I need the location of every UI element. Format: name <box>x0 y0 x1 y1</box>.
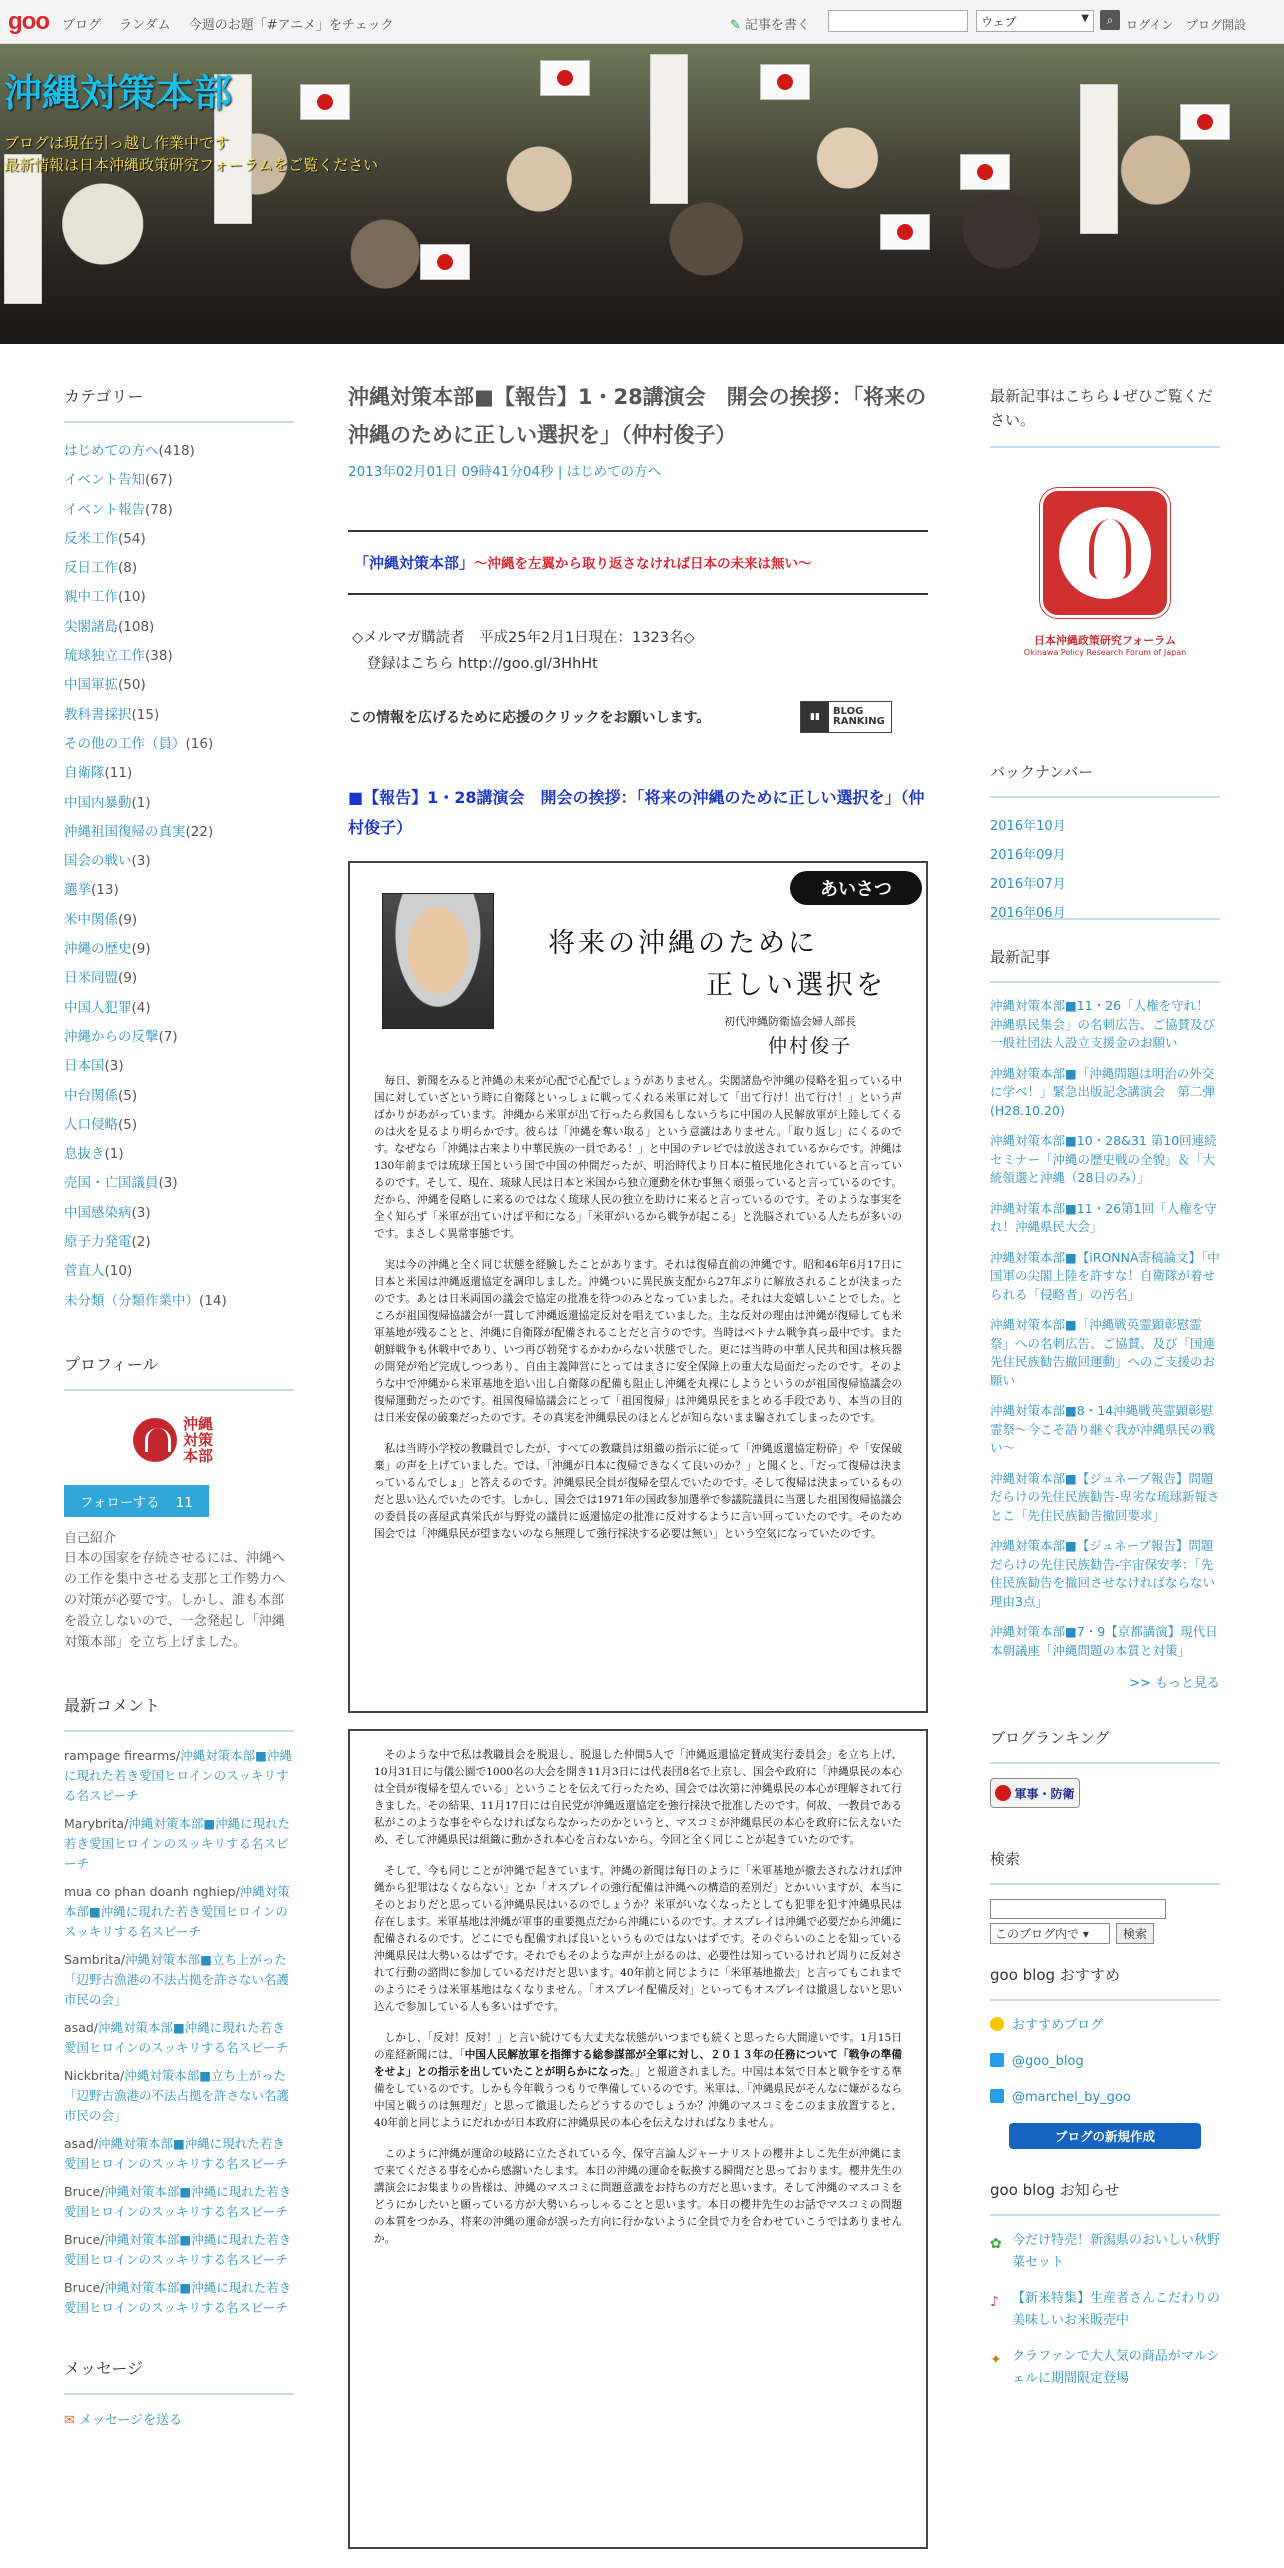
category-link[interactable]: 中国人犯罪 <box>64 999 132 1016</box>
blog-description-line: ブログは現在引っ越し作業中です <box>4 134 230 152</box>
notice-item[interactable] <box>990 2230 1220 2274</box>
comment-item <box>64 1882 294 1942</box>
category-count: (4) <box>131 999 151 1016</box>
follow-button[interactable] <box>64 1485 209 1517</box>
category-list <box>64 437 294 1316</box>
category-count: (11) <box>104 765 133 782</box>
category-item[interactable] <box>64 994 294 1023</box>
category-link[interactable]: 中国軍拡 <box>64 677 118 694</box>
forum-logo-inner <box>1059 507 1151 599</box>
comment-list <box>64 1746 294 2318</box>
profile-logo <box>131 1405 227 1475</box>
speech-body <box>374 1073 902 1557</box>
category-count: (9) <box>118 970 138 987</box>
flag-image <box>420 244 470 280</box>
category-count: (8) <box>118 560 138 577</box>
comment-author: asad/ <box>64 2135 98 2151</box>
category-link[interactable]: 息抜き <box>64 1146 105 1163</box>
category-link[interactable]: 中国感染病 <box>64 1204 132 1221</box>
category-link[interactable]: 反日工作 <box>64 560 118 577</box>
category-count: (10) <box>118 589 146 606</box>
category-item[interactable] <box>64 1082 294 1111</box>
category-count: (54) <box>118 530 146 547</box>
category-count: (9) <box>118 911 138 928</box>
comment-item <box>64 2066 294 2126</box>
write-article-label: 記事を書く <box>744 18 810 33</box>
notice-label: 【新米特集】生産者さんこだわりの美味しいお米販売中 <box>1012 2291 1221 2328</box>
recent-posts-heading: 最新記事 <box>990 946 1220 983</box>
comment-post-link[interactable]: 沖縄対策本部■沖縄に現れた若き愛国ヒロインのスッキリする名スピーチ <box>64 2231 292 2267</box>
recent-post-link[interactable]: 沖縄対策本部■【iRONNA寄稿論文】「中国軍の尖閣上陸を許すな！自衛隊が着せられる「侵略者」の汚名」 <box>990 1249 1220 1302</box>
category-link[interactable]: 中国内暴動 <box>64 794 132 811</box>
backnumber-list[interactable] <box>990 812 1220 920</box>
category-link[interactable]: イベント報告 <box>64 501 145 518</box>
comment-item <box>64 2278 294 2318</box>
recent-post-link[interactable]: 沖縄対策本部■7・9【京都講演】現代日本朝議座「沖縄問題の本質と対策」 <box>990 1624 1218 1658</box>
comment-author: rampage firearms/ <box>64 1747 181 1763</box>
speaker-name: 仲村俊子 <box>768 1035 853 1057</box>
recent-post-link[interactable]: 沖縄対策本部■【ジュネーブ報告】問題だらけの先住民族勧告-宇宙保安孝：「先住民族勧告を撤回させなければならない理由3点」 <box>990 1538 1216 1609</box>
ranking-icon: ▮▮ <box>801 702 829 732</box>
chevron-down-icon: ▼ <box>1081 13 1089 24</box>
speech-emphasis: 中国人民解放軍を指揮する総参謀部が全軍に対し、２０１３年の任務について「戦争の準備をせよ」との指示を出していたことが明らかになった <box>374 2049 902 2078</box>
write-article-link[interactable] <box>730 14 810 33</box>
category-link[interactable]: 中台関係 <box>64 1087 118 1104</box>
category-count: (2) <box>131 1234 151 1251</box>
main-article <box>348 378 928 2549</box>
forum-logo-caption-en: Okinawa Policy Research Forum of Japan <box>1023 648 1187 657</box>
post-title[interactable]: 沖縄対策本部■【報告】1・28講演会 開会の挨拶：「将来の沖縄のために正しい選択を」（仲村俊子） <box>348 385 927 447</box>
ranking-cta <box>348 701 928 733</box>
speaker-photo <box>382 893 494 1029</box>
chevron-down-icon: ▾ <box>1082 1927 1089 1941</box>
send-message-link[interactable] <box>64 2409 294 2428</box>
category-item[interactable] <box>64 759 294 788</box>
search-scope-select[interactable] <box>976 10 1094 32</box>
osusume-label: @goo_blog <box>1012 2054 1084 2069</box>
ranking-badge-link[interactable] <box>990 1778 1080 1808</box>
category-link[interactable]: 沖縄の歴史 <box>64 941 132 958</box>
comment-post-link[interactable]: 沖縄対策本部■沖縄に現れた若き愛国ヒロインのスッキリする名スピーチ <box>64 1747 292 1803</box>
comment-item <box>64 1746 294 1806</box>
comment-author: asad/ <box>64 2019 98 2035</box>
comment-item <box>64 2018 294 2058</box>
ranking-badge-text <box>829 707 885 727</box>
category-link[interactable]: はじめての方へ <box>64 443 159 459</box>
category-link[interactable]: 教科書採択 <box>64 706 132 723</box>
mailmag-signup-link[interactable]: 登録はこちら http://goo.gl/3HhHt <box>352 656 598 672</box>
comment-item <box>64 1950 294 2010</box>
notice-list <box>990 2230 1220 2390</box>
intro-text: 日本の国家を存続させるには、沖縄への工作を集中させる支那と工作勢力への対策が必要です。しかし、誰も本部を設立しないので、一念発起し「沖縄対策本部」を立ち上げました。 <box>64 1550 286 1650</box>
promo-slogan: ～沖縄を左翼から取り返さなければ日本の未来は無い～ <box>474 556 812 572</box>
speech-heading-line1: 将来の沖縄のために <box>548 928 818 959</box>
lightbulb-icon <box>990 2017 1004 2031</box>
send-message-label: メッセージを送る <box>78 2412 183 2428</box>
osusume-label: おすすめブログ <box>1012 2018 1104 2033</box>
message-heading: メッセージ <box>64 2356 294 2395</box>
intro-label: 自己紹介 <box>64 1530 117 1546</box>
speech-paragraph: このように沖縄が運命の岐路に立たされている今、保守言論人ジャーナリストの櫻井よしこ先生が沖縄にまで来てくださる事を心から感謝いたします。本日の沖縄の運命を転換する瞬間だと思っております。櫻井先生の講演会にお集まりの皆様は、沖縄のマスコミに問題意識をお持ちの方だと思います。そして沖縄のマスコミをどうにかしたいと願っている方が大勢いらっしゃることと思います。本日の櫻井先生のお話でマスコミの問題の本質をつかみ、将来の沖縄の運命が誤った方向に行かないように全員で力を合わせていこうではありませんか。 <box>374 2148 902 2245</box>
global-search-input[interactable] <box>828 10 968 32</box>
flag-image <box>540 60 590 96</box>
speech-paragraph: そして、今も同じことが沖縄で起きています。沖縄の新聞は毎日のように「米軍基地が撤去されなければ沖縄から犯罪はなくならない」とか「オスプレイの強行配備は沖縄への構造的差別だ」とかいいますが、本当にそのとおりだと思っている沖縄県民はいるのでしょうか？米軍がいなくなったとしても犯罪を犯す沖縄県民は存在します。米軍基地は沖縄が軍事的重要拠点だから沖縄にいるのです。オスプレイは沖縄で必要だから沖縄に配備されるのです。どこにでも配備すれば良いというものではないはずです。そのぐらいのことを知っている沖縄県民は大勢いるはずです。それでもそのような声が上がるのは、必要性は知っているけれど周りに反対されて行動の諮問に参加しているだけだと思います。40年前と同じように「米軍基地撤去」と言ってもこれまでのようにそうは米軍基地はなくなりません。「オスプレイ配備反対」といってもオスプレイは撤退しないと思い込んで参加している人も多いはずです。 <box>374 1865 902 2013</box>
category-item[interactable] <box>64 1257 294 1286</box>
blog-description <box>4 132 404 176</box>
recent-post-link[interactable]: 沖縄対策本部■8・14沖縄戦英霊顕彰慰霊祭～今こそ語り継ぐ我が沖縄県民の戦い～ <box>990 1403 1216 1455</box>
category-item[interactable] <box>64 935 294 964</box>
clover-icon: ✿ <box>990 2236 1002 2252</box>
search-icon[interactable]: ⌕ <box>1100 10 1120 30</box>
comment-author: mua co phan doanh nghiep/ <box>64 1883 240 1899</box>
comment-post-link[interactable]: 沖縄対策本部■立ち上がった「辺野古漁港の不法占拠を許さない名護市民の会」 <box>64 1951 290 2007</box>
category-item[interactable] <box>64 1140 294 1169</box>
login-link[interactable]: ログイン <box>1126 18 1174 32</box>
category-count: (13) <box>91 882 119 899</box>
speech-heading-line2: 正しい選択を <box>706 970 886 1001</box>
blog-search-scope-value: このブログ内で <box>995 1927 1080 1941</box>
blog-title[interactable]: 沖縄対策本部 <box>4 71 233 115</box>
profile-logo-mark <box>133 1418 177 1462</box>
category-count: (3) <box>131 1204 151 1221</box>
music-note-icon: ♪ <box>990 2294 999 2310</box>
comment-author: Bruce/ <box>64 2279 105 2295</box>
recent-posts-list <box>990 997 1220 1660</box>
blog-ranking-badge[interactable] <box>800 701 892 733</box>
speech-paragraph: 私は当時小学校の教職員でしたが、すべての教職員は組織の指示に従って「沖縄返還協定粉砕」や「安保破棄」の声を上げていました。では、「沖縄が日本に復帰できなくて良いのか？」と聞くと、「だって復帰は決まっているんでしょ」と答えるのです。沖縄県民全員が復帰を望んでいたのです。そして復帰は決まっているものだと思い込んでいたのです。しかし、国会では1971年の国政参加選挙で参議院議員に当選した祖国復帰協議会の委員長の喜屋武真栄氏が与野党の議員に返還協定の批准に反対するように言い回っていたのです。そのため国会では「沖縄県民が望まないのなら無理して強行採決する必要は無い」という空気になっていたのです。 <box>374 1443 902 1540</box>
ranking-cta-text: この情報を広げるために応援のクリックをお願いします。 <box>348 710 711 726</box>
blog-description-line: 最新情報は日本沖縄政策研究フォーラムをご覧ください <box>4 156 379 174</box>
category-count: (9) <box>131 941 151 958</box>
ranking-badge-top: BLOG <box>833 706 864 717</box>
comment-item <box>64 1814 294 1874</box>
category-count: (5) <box>118 1087 138 1104</box>
twitter-icon <box>990 2053 1004 2067</box>
category-item[interactable] <box>64 876 294 905</box>
topbar-links <box>62 14 408 33</box>
categories-heading: カテゴリー <box>64 384 294 423</box>
category-link[interactable]: その他の工作（員） <box>64 735 186 752</box>
category-link[interactable]: 原子力発電 <box>64 1234 132 1251</box>
category-item[interactable] <box>64 1111 294 1140</box>
category-item[interactable] <box>64 964 294 993</box>
search-heading: 検索 <box>990 1848 1220 1885</box>
category-item[interactable] <box>64 583 294 612</box>
post-category-link[interactable]: はじめての方へ <box>566 464 662 480</box>
category-item[interactable] <box>64 1169 294 1198</box>
category-item[interactable] <box>64 906 294 935</box>
category-item[interactable] <box>64 1287 294 1316</box>
category-count: (5) <box>118 1116 138 1133</box>
notice-heading: goo blog お知らせ <box>990 2179 1220 2216</box>
notice-item[interactable] <box>990 2346 1220 2390</box>
ranking-dot-icon <box>995 1785 1011 1801</box>
category-count: (38) <box>145 648 173 665</box>
speech-document-page-1 <box>348 861 928 1713</box>
category-count: (10) <box>104 1263 133 1280</box>
category-link[interactable]: 日本国 <box>64 1058 105 1075</box>
category-count: (3) <box>158 1175 178 1192</box>
promo-line <box>348 552 928 573</box>
recent-post-link[interactable]: 沖縄対策本部■「沖縄戦英霊顕彰慰霊祭」への名刺広告、ご協賛、及び「国連先住民族勧告撤回運動」へのご支援のお願い <box>990 1317 1216 1388</box>
category-link[interactable]: 選挙 <box>64 882 91 899</box>
divider <box>348 593 928 595</box>
section-title: ■【報告】1・28講演会 開会の挨拶：「将来の沖縄のために正しい選択を」（仲村俊子） <box>348 788 925 837</box>
comment-author: Nickbrita/ <box>64 2067 125 2083</box>
forum-logo-icon <box>1040 488 1170 618</box>
protest-sign <box>650 54 688 204</box>
category-count: (50) <box>118 677 146 694</box>
blog-search-button[interactable]: 検索 <box>1116 1923 1154 1944</box>
divider <box>348 530 928 532</box>
ranking-heading: ブログランキング <box>990 1727 1220 1764</box>
category-link[interactable]: 琉球独立工作 <box>64 648 145 665</box>
latest-notice-heading: 最新記事はこちら↓ぜひご覧ください。 <box>990 384 1220 448</box>
speech-body <box>374 1747 902 2248</box>
ranking-badge-label: 軍事・防衛 <box>1014 1786 1075 1801</box>
topbar-link-random[interactable]: ランダム <box>119 18 171 33</box>
search-scope-value: ウェブ <box>981 15 1017 29</box>
envelope-icon: ✉ <box>64 2412 75 2428</box>
recent-post-link[interactable]: 沖縄対策本部■11・26第1回「人権を守れ！沖縄県民大会」 <box>990 1200 1217 1234</box>
comment-post-link[interactable]: 沖縄対策本部■立ち上がった「辺野古漁港の不法占拠を許さない名護市民の会」 <box>64 2067 290 2123</box>
recent-post-link[interactable]: 沖縄対策本部■【ジュネーブ報告】問題だらけの先住民族勧告-卑劣な琉球新報さとこ「先住民族勧告撤回要求」 <box>990 1470 1220 1523</box>
comment-item <box>64 2134 294 2174</box>
category-item[interactable] <box>64 466 294 495</box>
category-link[interactable]: イベント告知 <box>64 472 145 489</box>
category-link[interactable]: 反米工作 <box>64 530 118 547</box>
category-link[interactable]: 人口侵略 <box>64 1116 118 1133</box>
flag-image <box>760 64 810 100</box>
global-topbar <box>0 0 1284 44</box>
backnumber-item[interactable]: 2016年10月 <box>990 819 1066 834</box>
notice-item[interactable] <box>990 2288 1220 2332</box>
profile-heading: プロフィール <box>64 1352 294 1391</box>
blog-header-banner <box>0 44 1284 344</box>
protest-sign <box>4 154 42 304</box>
protest-sign <box>1080 84 1118 234</box>
category-link[interactable]: 尖閣諸島 <box>64 618 118 635</box>
comments-heading: 最新コメント <box>64 1693 294 1732</box>
blog-search-input[interactable] <box>990 1899 1166 1919</box>
more-posts-link[interactable]: >> もっと見る <box>1129 1676 1220 1691</box>
comment-post-link[interactable]: 沖縄対策本部■沖縄に現れた若き愛国ヒロインのスッキリする名スピーチ <box>64 2183 292 2219</box>
speech-paragraph: 実は今の沖縄と全く同じ状態を経験したことがあります。それは復帰直前の沖縄です。昭和46年6月17日に日本と米国は沖縄返還協定を調印しました。沖縄ついに異民族支配から27年ぶりに解放されることが決まったのです。あとは日米両国の議会で協定の批准を待つのみとなっていました。それは大変嬉しいことでした。ところが祖国復帰協議会が一貫して沖縄返還協定反対を唱えていました。主な反対の理由は沖縄が復帰しても米軍基地が残ることと、沖縄に自衛隊が配備されることだと言うのです。当時はベトナム戦争真っ最中です。また朝鮮戦争も休戦中であり、いつ再び勃発するかわからない状態でした。更には当時の中華人民共和国は核兵器の開発が殆ど完成しつつあり、自由主義陣営にとってはまさに安全保障上の重大な局面だったのです。そのような中で沖縄から米軍基地を追い出し自衛隊の配備も阻止し沖縄を丸裸にしようというのが祖国復帰協議会の復帰運動だったのです。祖国復帰協議会にとって「祖国復帰」は沖縄県民をまとめる手段であり、本当の目的は日米安保の破棄だったのです。その真実を沖縄県民のほとんどが知らないまま騙されてしまったのです。 <box>374 1259 902 1424</box>
category-item[interactable] <box>64 1052 294 1081</box>
speech-paragraph: 毎日、新聞をみると沖縄の未来が心配で心配でしょうがありません。尖閣諸島や沖縄の侵略を狙っている中国に対していざという時に自衛隊といっしょに戦ってくれる米軍に対して「出て行け！出て行け！」という声ばかりがあがっています。沖縄から米軍が出て行ったら救国もしないうちに中国の人民解放軍が上陸してくるのは火を見るより明らかです。彼らは「沖縄を奪い取る」という意識はありません。「取り返し」にくるのです。なぜなら「沖縄は古来より中華民族の一員である！」と中国のテレビでは放送されているからです。沖縄は130年前までは琉球王国という国で中国の仲間だったが、明治時代より日本に植民地化されていると言っているのです。そして、現在、琉球人民は日本と米国から独立運動を休む事無く頑張っていると言っているのです。だから、沖縄を侵略しに来るのではなく琉球人民の独立を助けに来ると言っているのです。そのような事実を全く知らず「米軍が出ていけば平和になる」「米軍がいるから戦争が起こる」と洗脳されている人たちが多いのです。まさしく異常事態です。 <box>374 1075 902 1240</box>
osusume-item[interactable] <box>990 2051 1220 2073</box>
comment-post-link[interactable]: 沖縄対策本部■沖縄に現れた若き愛国ヒロインのスッキリする名スピーチ <box>64 1815 291 1871</box>
mailmag-count: ◇メルマガ購読者 平成25年2月1日現在：1323名◇ <box>352 630 695 646</box>
category-count: (1) <box>104 1146 124 1163</box>
comment-post-link[interactable]: 沖縄対策本部■沖縄に現れた若き愛国ヒロインのスッキリする名スピーチ <box>64 2135 289 2171</box>
category-item[interactable] <box>64 1199 294 1228</box>
category-count: (418) <box>158 443 195 459</box>
comment-author: Bruce/ <box>64 2183 105 2199</box>
category-link[interactable]: 売国・亡国議員 <box>64 1175 159 1192</box>
category-count: (3) <box>104 1058 124 1075</box>
category-item[interactable] <box>64 554 294 583</box>
right-sidebar <box>990 384 1220 2404</box>
post-meta-separator: | <box>553 464 567 480</box>
category-item[interactable] <box>64 642 294 671</box>
forum-logo-caption: 日本沖縄政策研究フォーラム <box>1033 634 1177 647</box>
promo-name: 「沖縄対策本部」 <box>354 554 475 572</box>
category-item[interactable] <box>64 613 294 642</box>
category-item[interactable] <box>64 701 294 730</box>
topbar-link-blog[interactable]: ブログ <box>62 18 102 33</box>
recent-post-link[interactable]: 沖縄対策本部■11・26「人権を守れ！沖縄県民集会」の名刺広告、ご協賛及び一般社団法人設立支援金のお願い <box>990 998 1216 1050</box>
gift-icon: ✦ <box>990 2352 1002 2368</box>
category-count: (15) <box>131 706 160 723</box>
follow-count: 11 <box>175 1494 193 1511</box>
ranking-badge-bottom: RANKING <box>833 716 885 727</box>
mailmag-info <box>348 625 928 677</box>
category-link[interactable]: 米中関係 <box>64 911 118 928</box>
comment-author: Marybrita/ <box>64 1815 129 1831</box>
notice-label: 今だけ特売！新潟県のおいしい秋野菜セット <box>1012 2233 1221 2270</box>
category-count: (3) <box>131 853 151 870</box>
category-link[interactable]: 国会の戦い <box>64 853 132 870</box>
forum-logo-link[interactable] <box>1015 488 1195 657</box>
category-item[interactable] <box>64 437 294 466</box>
backnumber-item[interactable]: 2016年06月 <box>990 906 1066 920</box>
speech-paragraph <box>374 2030 902 2132</box>
notice-label: クラファンで大人気の商品がマルシェルに期間限定登場 <box>1012 2349 1220 2386</box>
category-item[interactable] <box>64 1023 294 1052</box>
category-link[interactable]: 親中工作 <box>64 589 118 606</box>
blog-search-scope[interactable] <box>990 1923 1110 1944</box>
comment-author: Sambrita/ <box>64 1951 126 1967</box>
category-link[interactable]: 菅直人 <box>64 1263 105 1280</box>
category-item[interactable] <box>64 847 294 876</box>
comment-author: Bruce/ <box>64 2231 105 2247</box>
backnumber-heading: バックナンバー <box>990 761 1220 798</box>
osusume-item[interactable] <box>990 2015 1220 2037</box>
flag-image <box>300 84 350 120</box>
osusume-item[interactable] <box>990 2087 1220 2109</box>
category-count: (108) <box>118 618 155 635</box>
left-sidebar <box>64 384 294 2428</box>
comment-post-link[interactable]: 沖縄対策本部■沖縄に現れた若き愛国ヒロインのスッキリする名スピーチ <box>64 2019 289 2055</box>
flag-image <box>880 214 930 250</box>
category-item[interactable] <box>64 789 294 818</box>
category-link[interactable]: 未分類（分類作業中） <box>64 1292 199 1309</box>
category-link[interactable]: 沖縄からの反撃 <box>64 1028 159 1045</box>
category-count: (14) <box>199 1292 227 1309</box>
comment-item <box>64 2230 294 2270</box>
category-item[interactable] <box>64 1228 294 1257</box>
category-link[interactable]: 日米同盟 <box>64 970 118 987</box>
post-date[interactable]: 2013年02月01日 09時41分04秒 <box>348 464 554 480</box>
category-item[interactable] <box>64 525 294 554</box>
osusume-heading: goo blog おすすめ <box>990 1964 1220 2001</box>
flag-image <box>960 154 1010 190</box>
pen-icon: ✎ <box>730 18 741 33</box>
category-count: (78) <box>145 501 173 518</box>
speaker-role: 初代沖縄防衛協会婦人部長 <box>724 1015 856 1028</box>
goo-logo[interactable]: goo <box>8 8 49 35</box>
open-blog-link[interactable]: ブログ開設 <box>1186 18 1247 32</box>
blog-search-controls <box>990 1923 1220 1944</box>
post-meta <box>348 460 928 480</box>
backnumber-item[interactable]: 2016年07月 <box>990 877 1066 892</box>
profile-logo-text: 沖縄対策本部 <box>183 1414 214 1465</box>
comment-post-link[interactable]: 沖縄対策本部■沖縄に現れた若き愛国ヒロインのスッキリする名スピーチ <box>64 1883 290 1939</box>
category-item[interactable] <box>64 730 294 759</box>
comment-item <box>64 2182 294 2222</box>
speech-text: 。」と報道されました。中国は本気で日本と戦争をする準備をしているのです。しかも今年戦うつもりで準備しているのです。米軍は、「沖縄県民がそんなに嫌がるなら中国と戦うのは無理だ」と思って撤退したらどうするのでしょうか？沖縄のマスコミをこのまま放置すると、40年前と同じようにだれかが日本政府に沖縄県民の本心を伝えなければなりません。 <box>374 2066 902 2129</box>
category-count: (67) <box>145 472 173 489</box>
speech-document-page-2 <box>348 1729 928 2549</box>
category-item[interactable] <box>64 818 294 847</box>
category-item[interactable] <box>64 496 294 525</box>
category-count: (22) <box>185 823 214 840</box>
osusume-list <box>990 2015 1220 2109</box>
category-link[interactable]: 自衛隊 <box>64 765 105 782</box>
flag-image <box>1180 104 1230 140</box>
new-blog-button[interactable]: ブログの新規作成 <box>1009 2123 1201 2149</box>
osusume-label: @marchel_by_goo <box>1012 2090 1131 2105</box>
category-count: (7) <box>158 1028 178 1045</box>
category-item[interactable] <box>64 671 294 700</box>
topbar-link-topic[interactable]: 今週のお題「#アニメ」をチェック <box>188 18 394 33</box>
category-count: (1) <box>131 794 151 811</box>
category-link[interactable]: 沖縄祖国復帰の真実 <box>64 823 186 840</box>
recent-post-link[interactable]: 沖縄対策本部■10・28&31 第10回連続セミナー「沖縄の歴史戦の全貌」＆「大統領選と沖縄（28日のみ）」 <box>990 1133 1217 1185</box>
speech-text: しかし、「反対！反対！」と言い続けても大丈夫な状態がいつまでも続くと思ったら大間違いです。1月15日の産経新聞には、「 <box>374 2032 902 2061</box>
twitter-icon <box>990 2089 1004 2103</box>
speech-paragraph: そのような中で私は教職員会を脱退し、脱退した仲間5人で「沖縄返還協定賛成実行委員会」を立ち上げ、10月31日に与儀公園で1000名の大会を開き11月3日には代表団8名で上京し、国会や政府に「沖縄県民の本心は全員が復帰を望んでいる」ということを伝えて行ったため、国会では次第に沖縄県民の本心が理解されて行きました。その結果、11月17日には自民党が沖縄返還協定を強行採決で批准したのです。何故、一教員である私がこのような事をやらなければならなかったのかというと、マスコミが沖縄県民の本心を政府に伝えないため、そして沖縄県民は組織に動かされ本心を言わないから、今回と全く同じことが起きていたのです。 <box>374 1749 902 1846</box>
backnumber-item[interactable]: 2016年09月 <box>990 848 1066 863</box>
comment-post-link[interactable]: 沖縄対策本部■沖縄に現れた若き愛国ヒロインのスッキリする名スピーチ <box>64 2279 292 2315</box>
category-count: (16) <box>185 735 214 752</box>
follow-label: フォローする <box>80 1494 160 1511</box>
greeting-label: あいさつ <box>790 871 922 905</box>
recent-post-link[interactable]: 沖縄対策本部■「沖縄問題は明治の外交に学べ！」緊急出版記念講演会 第二弾(H28.10.20) <box>990 1065 1216 1118</box>
